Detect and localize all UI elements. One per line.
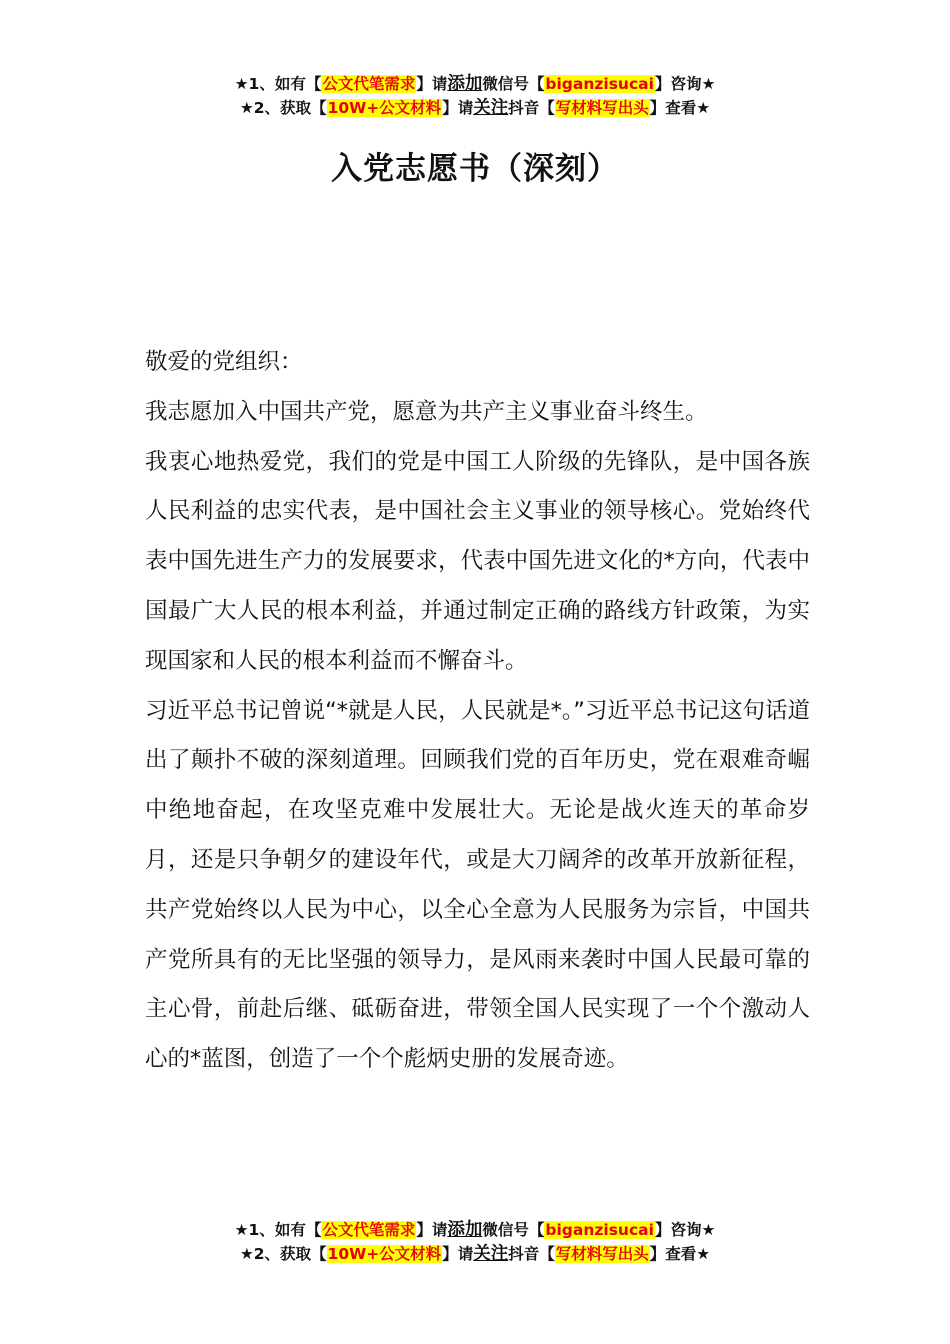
- footer-line-2: [0, 1242, 950, 1266]
- banner-text: 微信号【: [482, 1221, 545, 1239]
- banner-highlight-wechat: biganzisucai: [545, 75, 654, 93]
- banner-highlight-wechat: biganzisucai: [545, 1221, 654, 1239]
- banner-underline: 关注: [473, 98, 509, 118]
- banner-underline: 添加: [447, 1220, 483, 1240]
- banner-line-2: [0, 96, 950, 120]
- banner-text: 】查看★: [649, 99, 711, 117]
- banner-text: ★2、获取【: [239, 1245, 327, 1263]
- banner-text: 抖音【: [508, 1245, 555, 1263]
- banner-text: 】请: [416, 75, 448, 93]
- banner-text: ★1、如有【: [234, 75, 322, 93]
- banner-line-1: [0, 72, 950, 96]
- paragraph: 习近平总书记曾说“*就是人民，人民就是*。”习近平总书记这句话道出了颠扑不破的深刻道理。回顾我们党的百年历史，党在艰难奇崛中绝地奋起，在攻坚克难中发展壮大。无论是战火连天的革命岁月，还是只争朝夕的建设年代，或是大刀阔斧的改革开放新征程，共产党始终以人民为中心，以全心全意为人民服务为宗旨，中国共产党所具有的无比坚强的领导力，是风雨来袭时中国人民最可靠的主心骨，前赴后继、砥砺奋进，带领全国人民实现了一个个激动人心的*蓝图，创造了一个个彪炳史册的发展奇迹。: [145, 697, 810, 1073]
- banner-text: 】咨询★: [654, 1221, 716, 1239]
- footer-line-1: [0, 1218, 950, 1242]
- banner-text: 】请: [442, 1245, 474, 1263]
- paragraph: 我志愿加入中国共产党，愿意为共产主义事业奋斗终生。: [145, 398, 708, 425]
- banner-text: 】请: [416, 1221, 448, 1239]
- document-body: [145, 338, 810, 1085]
- banner-underline: 添加: [447, 74, 483, 94]
- banner-text: 】查看★: [649, 1245, 711, 1263]
- banner-text: 微信号【: [482, 75, 545, 93]
- banner-text: 】请: [442, 99, 474, 117]
- banner-highlight-douyin: 写材料写出头: [555, 99, 649, 117]
- banner-text: ★1、如有【: [234, 1221, 322, 1239]
- banner-underline: 关注: [473, 1244, 509, 1264]
- banner-highlight-douyin: 写材料写出头: [555, 1245, 649, 1263]
- header-banner: [0, 72, 950, 120]
- banner-highlight: 10W+公文材料: [327, 1245, 442, 1263]
- salutation: 敬爱的党组织：: [145, 349, 303, 375]
- banner-text: 抖音【: [508, 99, 555, 117]
- banner-text: 】咨询★: [654, 75, 716, 93]
- page-title: 入党志愿书（深刻）: [331, 151, 619, 187]
- banner-highlight: 公文代笔需求: [322, 75, 416, 93]
- banner-text: ★2、获取【: [239, 99, 327, 117]
- footer-banner: [0, 1218, 950, 1266]
- banner-highlight: 10W+公文材料: [327, 99, 442, 117]
- paragraph: 我衷心地热爱党，我们的党是中国工人阶级的先锋队，是中国各族人民利益的忠实代表，是中国社会主义事业的领导核心。党始终代表中国先进生产力的发展要求，代表中国先进文化的*方向，代表中国最广大人民的根本利益，并通过制定正确的路线方针政策，为实现国家和人民的根本利益而不懈奋斗。: [145, 448, 810, 674]
- banner-highlight: 公文代笔需求: [322, 1221, 416, 1239]
